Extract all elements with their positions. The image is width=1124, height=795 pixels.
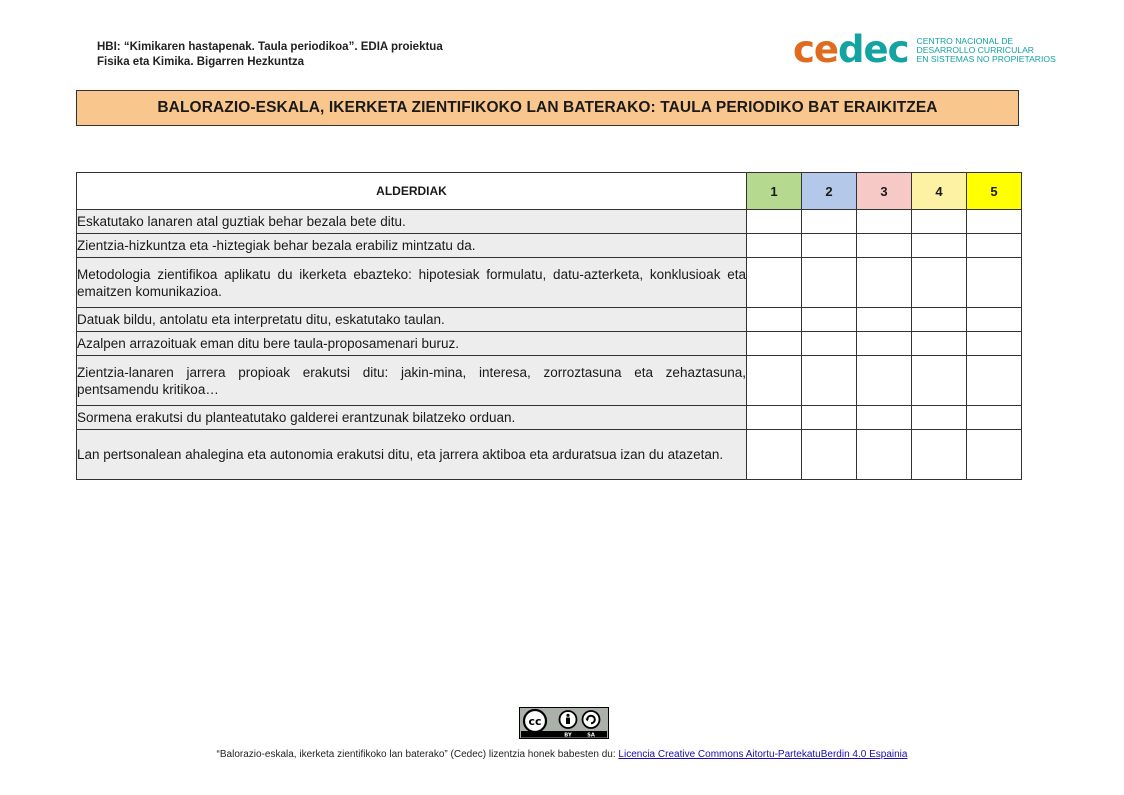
score-cell-2[interactable]: [802, 356, 857, 406]
score-cell-4[interactable]: [912, 234, 967, 258]
score-cell-1[interactable]: [747, 234, 802, 258]
score-cell-3[interactable]: [857, 234, 912, 258]
score-cell-4[interactable]: [912, 430, 967, 480]
score-cell-4[interactable]: [912, 332, 967, 356]
score-cell-5[interactable]: [967, 210, 1022, 234]
score-cell-3[interactable]: [857, 430, 912, 480]
score-cell-2[interactable]: [802, 210, 857, 234]
score-cell-4[interactable]: [912, 406, 967, 430]
score-cell-3[interactable]: [857, 210, 912, 234]
score-cell-4[interactable]: [912, 356, 967, 406]
score-cell-1[interactable]: [747, 356, 802, 406]
score-cell-5[interactable]: [967, 406, 1022, 430]
score-cell-2[interactable]: [802, 308, 857, 332]
footer-attribution: “Balorazio-eskala, ikerketa zientifikoko lan baterako” (Cedec) lizentzia honek babesten du:: [216, 749, 619, 760]
score-cell-2[interactable]: [802, 332, 857, 356]
score-cell-1[interactable]: [747, 406, 802, 430]
header-score-4: 4: [912, 173, 967, 210]
aspect-cell: Zientzia-lanaren jarrera propioak erakutsi ditu: jakin-mina, interesa, zorroztasuna eta zehaztasuna, pentsamendu kritikoa…: [77, 356, 747, 406]
aspect-cell: Datuak bildu, antolatu eta interpretatu ditu, eskatutako taulan.: [77, 308, 747, 332]
score-cell-2[interactable]: [802, 258, 857, 308]
footer-license-text: [0, 749, 1124, 760]
table-row: [77, 210, 1022, 234]
score-cell-4[interactable]: [912, 258, 967, 308]
logo-word-part1: ce: [793, 28, 839, 71]
header-score-3: 3: [857, 173, 912, 210]
score-cell-3[interactable]: [857, 258, 912, 308]
logo-sub-line3: EN SISTEMAS NO PROPIETARIOS: [916, 53, 1056, 64]
header-project-line: HBI: “Kimikaren hastapenak. Taula periodikoa”. EDIA proiektua: [97, 41, 443, 53]
table-row: [77, 258, 1022, 308]
aspect-cell: Azalpen arrazoituak eman ditu bere taula-proposamenari buruz.: [77, 332, 747, 356]
logo-sub-line1: CENTRO NACIONAL DE: [916, 35, 1014, 46]
score-cell-5[interactable]: [967, 332, 1022, 356]
aspect-cell: Sormena erakutsi du planteatutako galderei erantzunak bilatzeko orduan.: [77, 406, 747, 430]
header-subject-line: Fisika eta Kimika. Bigarren Hezkuntza: [97, 56, 305, 68]
score-cell-1[interactable]: [747, 210, 802, 234]
score-cell-2[interactable]: [802, 406, 857, 430]
score-cell-3[interactable]: [857, 332, 912, 356]
cedec-logo-subtitle: [917, 37, 1056, 64]
table-row: [77, 308, 1022, 332]
score-cell-1[interactable]: [747, 332, 802, 356]
page-title: BALORAZIO-ESKALA, IKERKETA ZIENTIFIKOKO LAN BATERAKO: TAULA PERIODIKO BAT ERAIKITZEA: [76, 90, 1019, 126]
header-score-1: 1: [747, 173, 802, 210]
cedec-logo-word: [793, 30, 909, 70]
aspect-cell: Zientzia-hizkuntza eta -hiztegiak behar bezala erabiliz mintzatu da.: [77, 234, 747, 258]
header-aspects: ALDERDIAK: [77, 173, 747, 210]
table-row: [77, 406, 1022, 430]
table-row: [77, 234, 1022, 258]
creative-commons-license-icon: [519, 707, 609, 739]
score-cell-5[interactable]: [967, 356, 1022, 406]
aspect-cell: Lan pertsonalean ahalegina eta autonomia erakutsi ditu, eta jarrera aktiboa eta arduratsua izan du atazetan.: [77, 430, 747, 480]
score-cell-2[interactable]: [802, 234, 857, 258]
by-badge-text: BY: [564, 732, 572, 739]
score-cell-3[interactable]: [857, 406, 912, 430]
score-cell-5[interactable]: [967, 258, 1022, 308]
table-header-row: [77, 173, 1022, 210]
table-row: [77, 430, 1022, 480]
license-link[interactable]: Licencia Creative Commons Aitortu-PartekatuBerdin 4.0 Espainia: [618, 749, 908, 760]
sa-badge-text: SA: [587, 732, 595, 739]
score-cell-1[interactable]: [747, 430, 802, 480]
table-row: [77, 356, 1022, 406]
score-cell-4[interactable]: [912, 308, 967, 332]
score-cell-5[interactable]: [967, 430, 1022, 480]
logo-word-part2: dec: [838, 28, 909, 71]
score-cell-3[interactable]: [857, 356, 912, 406]
cc-badge-text: cc: [528, 715, 542, 728]
score-cell-1[interactable]: [747, 308, 802, 332]
document-header: [97, 40, 443, 70]
score-cell-3[interactable]: [857, 308, 912, 332]
rubric-table: [76, 172, 1022, 480]
aspect-cell: Metodologia zientifikoa aplikatu du ikerketa ebazteko: hipotesiak formulatu, datu-azterketa, konklusioak eta emaitzen komunikazioa.: [77, 258, 747, 308]
score-cell-4[interactable]: [912, 210, 967, 234]
cedec-logo: [793, 30, 1056, 70]
score-cell-2[interactable]: [802, 430, 857, 480]
logo-sub-line2: DESARROLLO CURRICULAR: [916, 44, 1035, 55]
header-score-5: 5: [967, 173, 1022, 210]
score-cell-5[interactable]: [967, 234, 1022, 258]
aspect-cell: Eskatutako lanaren atal guztiak behar bezala bete ditu.: [77, 210, 747, 234]
score-cell-1[interactable]: [747, 258, 802, 308]
table-row: [77, 332, 1022, 356]
header-score-2: 2: [802, 173, 857, 210]
score-cell-5[interactable]: [967, 308, 1022, 332]
